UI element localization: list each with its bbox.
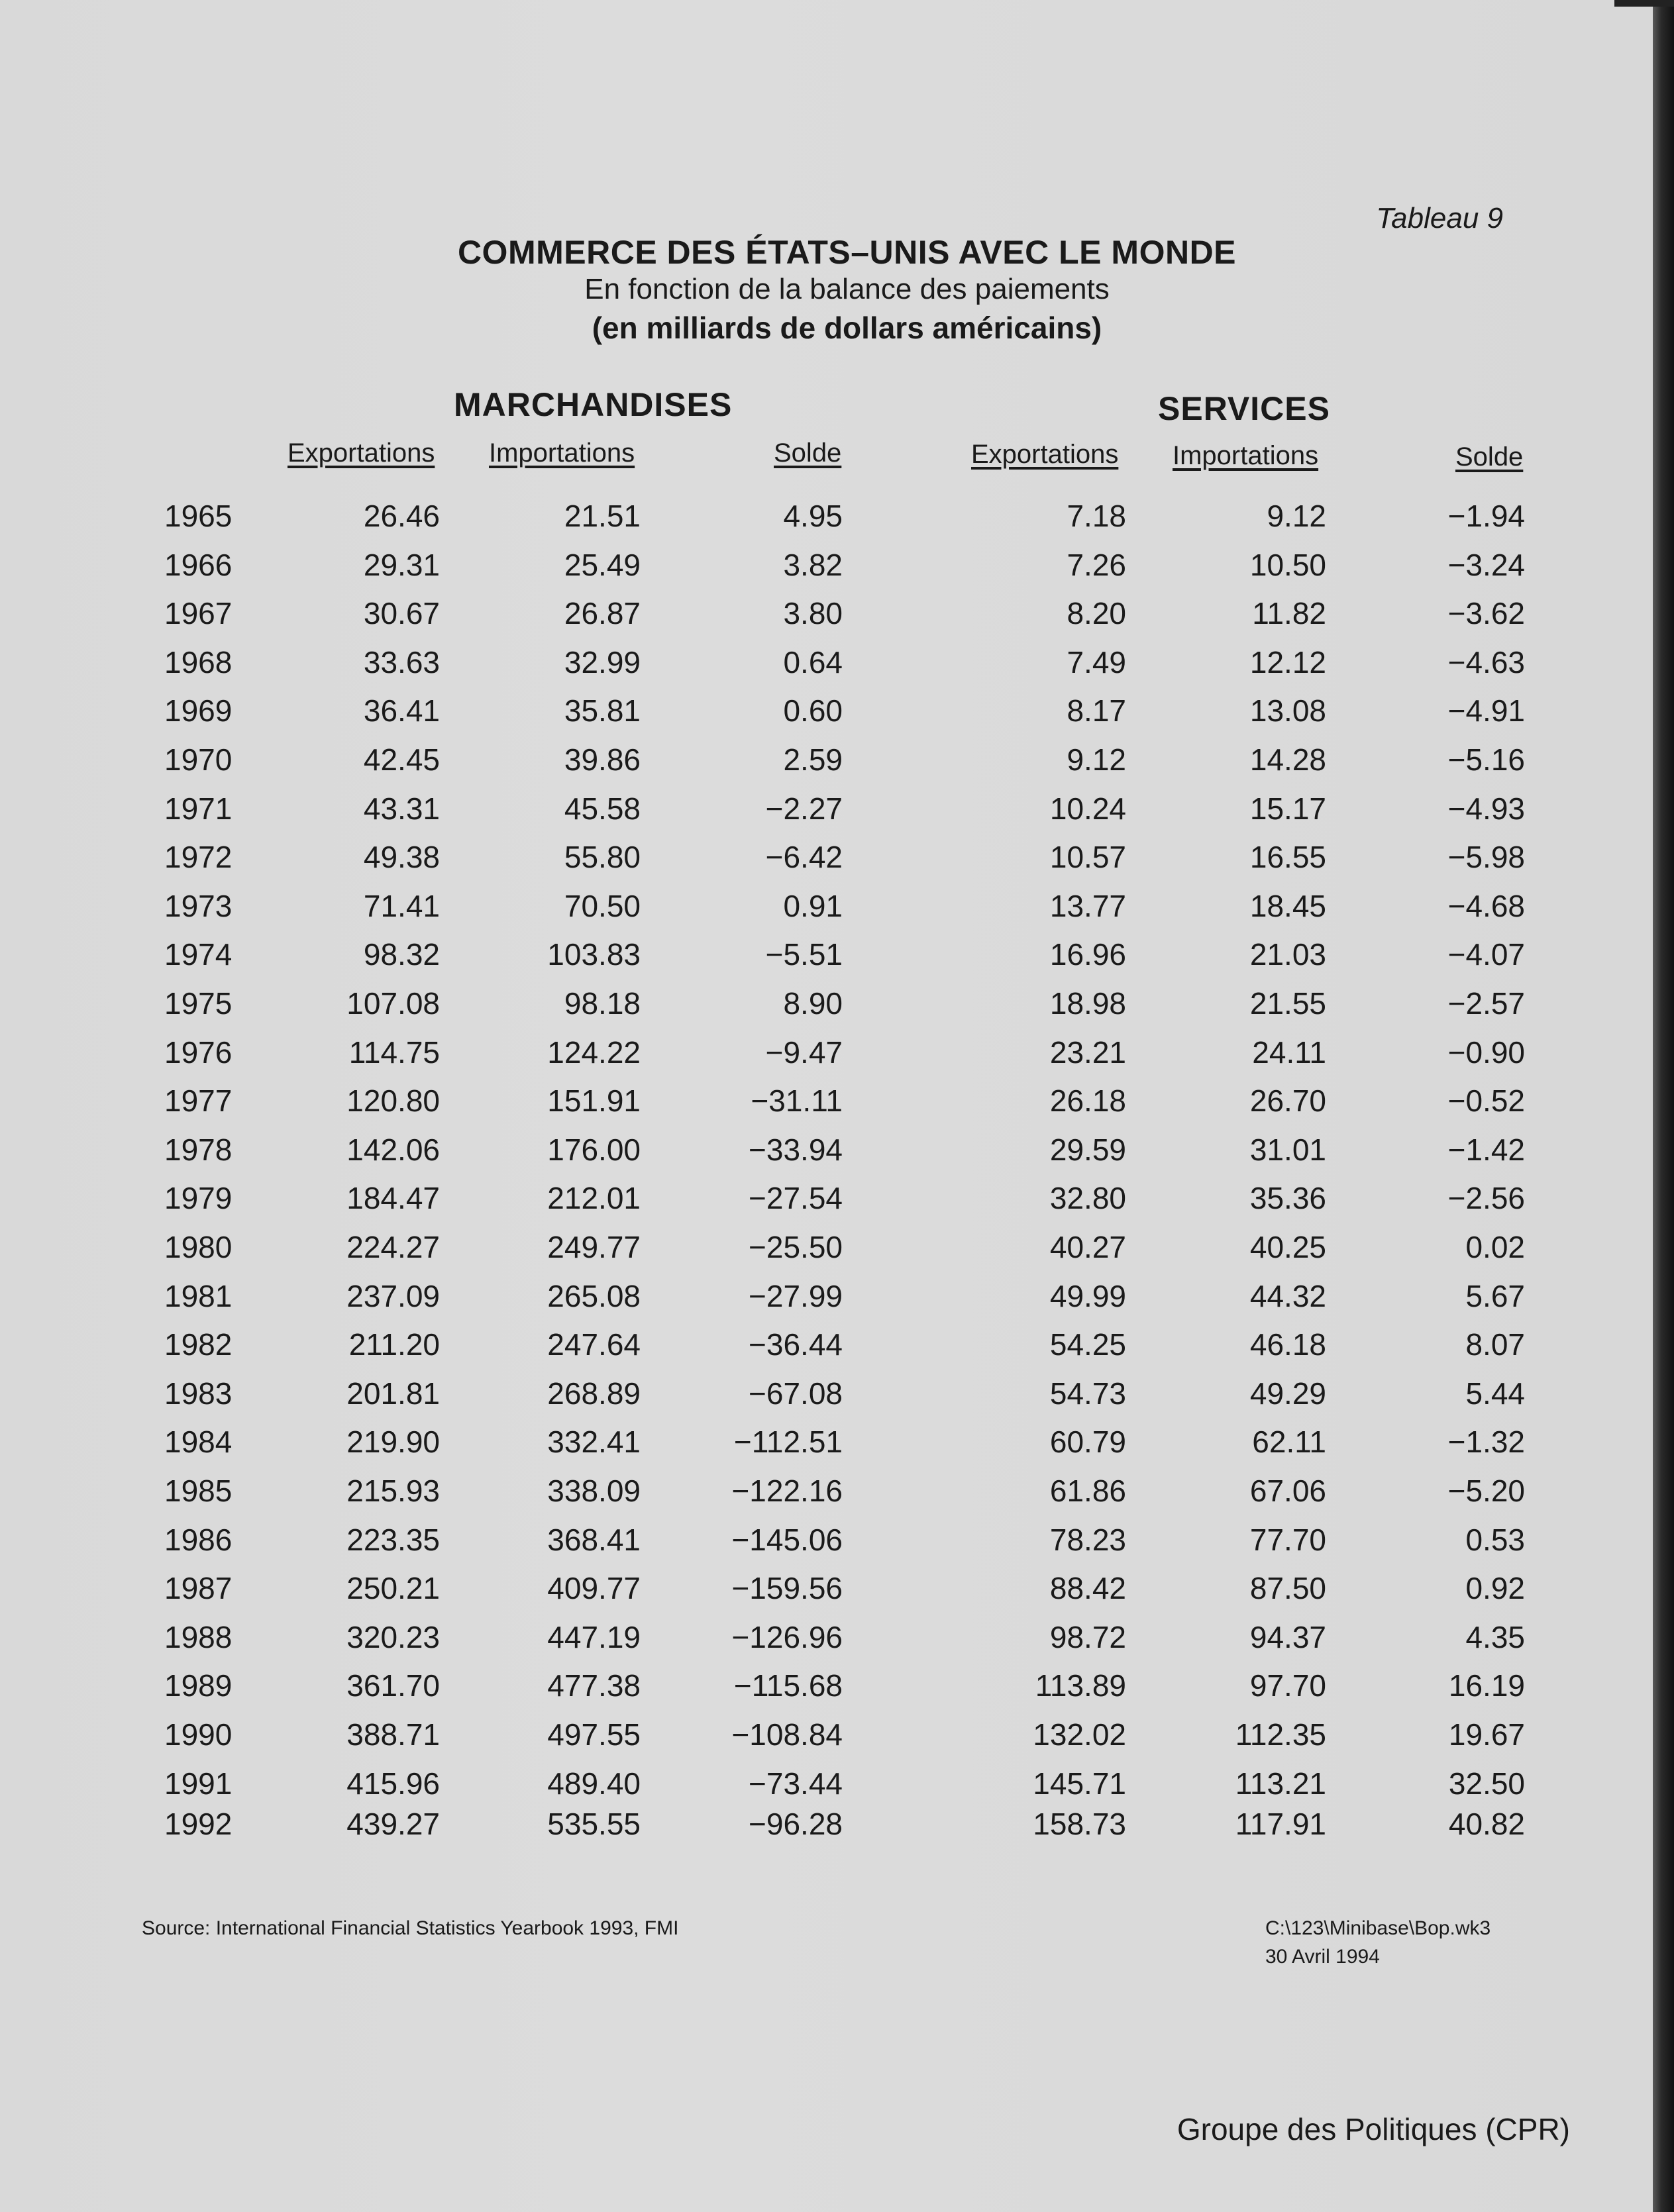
page-corner-shadow <box>1614 0 1674 7</box>
merch-balance-cell: 4.95 <box>783 499 843 533</box>
column-header-merch-imports: Importations <box>489 438 635 468</box>
merch-exports-cell: 142.06 <box>346 1132 440 1167</box>
merch-exports-cell: 184.47 <box>346 1181 440 1216</box>
serv-balance-cell: 40.82 <box>1448 1807 1525 1842</box>
serv-exports-cell: 7.18 <box>1067 499 1126 533</box>
serv-balance-cell: 0.92 <box>1465 1571 1525 1606</box>
serv-exports-cell: 8.17 <box>1067 693 1126 729</box>
serv-balance-cell: 32.50 <box>1448 1766 1525 1801</box>
merch-exports-cell: 29.31 <box>363 547 440 582</box>
serv-imports-cell: 24.11 <box>1252 1034 1326 1070</box>
serv-balance-cell: 8.07 <box>1465 1327 1525 1362</box>
serv-balance-cell: −3.24 <box>1447 547 1525 582</box>
table-row <box>0 1083 1674 1123</box>
serv-imports-cell: 35.36 <box>1249 1181 1326 1216</box>
serv-imports-cell: 31.01 <box>1249 1132 1326 1167</box>
merch-imports-cell: 247.64 <box>547 1327 641 1362</box>
serv-exports-cell: 23.21 <box>1049 1034 1126 1070</box>
merch-exports-cell: 42.45 <box>363 742 440 777</box>
merch-balance-cell: 2.59 <box>783 742 843 777</box>
serv-balance-cell: 5.44 <box>1465 1376 1525 1411</box>
serv-imports-cell: 16.55 <box>1249 840 1326 875</box>
serv-imports-cell: 15.17 <box>1249 791 1326 826</box>
merch-balance-cell: 0.64 <box>783 644 843 679</box>
merch-imports-cell: 249.77 <box>547 1230 641 1264</box>
serv-balance-cell: −4.93 <box>1447 791 1525 826</box>
serv-imports-cell: 21.03 <box>1249 937 1326 972</box>
merch-imports-cell: 332.41 <box>547 1425 641 1460</box>
serv-imports-cell: 26.70 <box>1249 1083 1326 1119</box>
merch-balance-cell: −31.11 <box>751 1083 843 1119</box>
merch-exports-cell: 26.46 <box>363 499 440 533</box>
serv-exports-cell: 88.42 <box>1049 1571 1126 1606</box>
merch-exports-cell: 415.96 <box>346 1766 440 1801</box>
serv-balance-cell: −1.32 <box>1447 1425 1525 1460</box>
merch-imports-cell: 39.86 <box>564 742 641 777</box>
table-row <box>0 1424 1674 1464</box>
group-title-merchandise: MARCHANDISES <box>454 386 733 423</box>
serv-exports-cell: 113.89 <box>1035 1668 1126 1703</box>
table-row <box>0 1132 1674 1172</box>
serv-imports-cell: 77.70 <box>1249 1522 1326 1557</box>
merch-imports-cell: 70.50 <box>564 888 641 923</box>
year-cell: 1991 <box>164 1766 233 1801</box>
serv-exports-cell: 26.18 <box>1049 1083 1126 1119</box>
merch-imports-cell: 212.01 <box>547 1181 641 1216</box>
table-row <box>0 985 1674 1025</box>
serv-imports-cell: 11.82 <box>1252 596 1326 631</box>
merch-imports-cell: 477.38 <box>547 1668 641 1703</box>
table-number: Tableau 9 <box>1376 202 1503 234</box>
serv-exports-cell: 54.73 <box>1049 1376 1126 1411</box>
year-cell: 1966 <box>164 547 233 582</box>
table-row <box>0 644 1674 684</box>
table-row <box>0 742 1674 781</box>
merch-balance-cell: −126.96 <box>731 1619 843 1654</box>
table-row <box>0 1180 1674 1220</box>
year-cell: 1983 <box>164 1376 233 1411</box>
serv-imports-cell: 46.18 <box>1249 1327 1326 1362</box>
serv-balance-cell: 4.35 <box>1465 1619 1525 1654</box>
serv-balance-cell: −1.42 <box>1447 1132 1525 1167</box>
merch-balance-cell: 0.91 <box>783 888 843 923</box>
year-cell: 1975 <box>164 986 233 1021</box>
table-row <box>0 1806 1674 1846</box>
year-cell: 1976 <box>164 1034 233 1070</box>
year-cell: 1986 <box>164 1522 233 1557</box>
table-row <box>0 693 1674 732</box>
merch-exports-cell: 98.32 <box>363 937 440 972</box>
serv-exports-cell: 32.80 <box>1049 1181 1126 1216</box>
serv-imports-cell: 117.91 <box>1235 1807 1326 1842</box>
serv-imports-cell: 67.06 <box>1249 1474 1326 1508</box>
serv-imports-cell: 113.21 <box>1235 1766 1326 1801</box>
year-cell: 1977 <box>164 1083 233 1119</box>
source-note: Source: International Financial Statistics Yearbook 1993, FMI <box>142 1917 679 1939</box>
merch-exports-cell: 49.38 <box>363 840 440 875</box>
table-row <box>0 1278 1674 1318</box>
column-header-serv-exports: Exportations <box>971 440 1119 469</box>
merch-balance-cell: −108.84 <box>731 1717 843 1752</box>
serv-exports-cell: 18.98 <box>1049 986 1126 1021</box>
table-row <box>0 936 1674 976</box>
serv-imports-cell: 62.11 <box>1252 1425 1326 1460</box>
merch-imports-cell: 535.55 <box>547 1807 641 1842</box>
year-cell: 1973 <box>164 888 233 923</box>
column-header-serv-imports: Importations <box>1173 441 1319 470</box>
serv-exports-cell: 40.27 <box>1049 1230 1126 1264</box>
table-row <box>0 839 1674 879</box>
merch-balance-cell: −159.56 <box>731 1571 843 1606</box>
merch-exports-cell: 120.80 <box>346 1083 440 1119</box>
merch-balance-cell: −5.51 <box>765 937 843 972</box>
merch-balance-cell: −96.28 <box>749 1807 843 1842</box>
merch-balance-cell: −25.50 <box>749 1230 843 1264</box>
serv-imports-cell: 97.70 <box>1249 1668 1326 1703</box>
table-row <box>0 791 1674 830</box>
year-cell: 1978 <box>164 1132 233 1167</box>
year-cell: 1979 <box>164 1181 233 1216</box>
serv-exports-cell: 145.71 <box>1033 1766 1126 1801</box>
merch-imports-cell: 21.51 <box>564 499 641 533</box>
year-cell: 1984 <box>164 1425 233 1460</box>
merch-exports-cell: 388.71 <box>346 1717 440 1752</box>
merch-exports-cell: 361.70 <box>346 1668 440 1703</box>
serv-exports-cell: 7.26 <box>1067 547 1126 582</box>
page-edge-shadow <box>1653 0 1674 2212</box>
serv-exports-cell: 9.12 <box>1067 742 1126 777</box>
merch-imports-cell: 151.91 <box>547 1083 641 1119</box>
year-cell: 1971 <box>164 791 233 826</box>
merch-imports-cell: 447.19 <box>547 1619 641 1654</box>
serv-exports-cell: 158.73 <box>1033 1807 1126 1842</box>
table-row <box>0 1717 1674 1756</box>
serv-balance-cell: 0.53 <box>1465 1522 1525 1557</box>
year-cell: 1972 <box>164 840 233 875</box>
serv-imports-cell: 18.45 <box>1249 888 1326 923</box>
serv-exports-cell: 13.77 <box>1049 888 1126 923</box>
year-cell: 1965 <box>164 499 233 533</box>
serv-imports-cell: 112.35 <box>1235 1717 1326 1752</box>
serv-imports-cell: 14.28 <box>1249 742 1326 777</box>
serv-exports-cell: 7.49 <box>1067 644 1126 679</box>
table-row <box>0 1668 1674 1707</box>
year-cell: 1969 <box>164 693 233 729</box>
merch-imports-cell: 98.18 <box>564 986 641 1021</box>
footer-organization: Groupe des Politiques (CPR) <box>1177 2112 1570 2146</box>
merch-imports-cell: 35.81 <box>564 693 641 729</box>
merch-balance-cell: 8.90 <box>783 986 843 1021</box>
column-header-merch-balance: Solde <box>774 438 842 468</box>
merch-imports-cell: 368.41 <box>547 1522 641 1557</box>
serv-exports-cell: 132.02 <box>1033 1717 1126 1752</box>
merch-imports-cell: 32.99 <box>564 644 641 679</box>
table-row <box>0 1766 1674 1805</box>
serv-exports-cell: 54.25 <box>1049 1327 1126 1362</box>
merch-exports-cell: 114.75 <box>348 1034 440 1070</box>
table-row <box>0 595 1674 635</box>
serv-balance-cell: −0.90 <box>1447 1034 1525 1070</box>
group-title-services: SERVICES <box>1158 390 1330 427</box>
serv-imports-cell: 40.25 <box>1249 1230 1326 1264</box>
year-cell: 1974 <box>164 937 233 972</box>
year-cell: 1968 <box>164 644 233 679</box>
serv-balance-cell: −5.16 <box>1447 742 1525 777</box>
serv-balance-cell: −4.63 <box>1447 644 1525 679</box>
column-header-serv-balance: Solde <box>1455 442 1524 472</box>
serv-balance-cell: 19.67 <box>1448 1717 1525 1752</box>
year-cell: 1985 <box>164 1474 233 1508</box>
merch-balance-cell: −9.47 <box>765 1034 843 1070</box>
merch-balance-cell: −112.51 <box>733 1425 843 1460</box>
merch-imports-cell: 176.00 <box>547 1132 641 1167</box>
serv-balance-cell: 5.67 <box>1465 1278 1525 1313</box>
year-cell: 1980 <box>164 1230 233 1264</box>
merch-exports-cell: 43.31 <box>363 791 440 826</box>
merch-balance-cell: −115.68 <box>733 1668 843 1703</box>
merch-imports-cell: 497.55 <box>547 1717 641 1752</box>
merch-balance-cell: −33.94 <box>749 1132 843 1167</box>
serv-exports-cell: 10.57 <box>1049 840 1126 875</box>
table-row <box>0 1376 1674 1415</box>
merch-exports-cell: 215.93 <box>346 1474 440 1508</box>
merch-balance-cell: −73.44 <box>749 1766 843 1801</box>
table-row <box>0 498 1674 538</box>
table-subtitle: En fonction de la balance des paiements <box>584 273 1110 305</box>
serv-balance-cell: −2.56 <box>1447 1181 1525 1216</box>
merch-imports-cell: 489.40 <box>547 1766 641 1801</box>
serv-balance-cell: −2.57 <box>1447 986 1525 1021</box>
serv-imports-cell: 87.50 <box>1249 1571 1326 1606</box>
merch-exports-cell: 107.08 <box>346 986 440 1021</box>
serv-imports-cell: 9.12 <box>1267 499 1326 533</box>
merch-imports-cell: 45.58 <box>564 791 641 826</box>
merch-balance-cell: 0.60 <box>783 693 843 729</box>
year-cell: 1992 <box>164 1807 233 1842</box>
serv-exports-cell: 10.24 <box>1049 791 1126 826</box>
serv-balance-cell: −5.20 <box>1447 1474 1525 1508</box>
serv-exports-cell: 60.79 <box>1049 1425 1126 1460</box>
merch-balance-cell: −6.42 <box>765 840 843 875</box>
merch-exports-cell: 201.81 <box>346 1376 440 1411</box>
table-row <box>0 1619 1674 1659</box>
serv-balance-cell: 16.19 <box>1448 1668 1525 1703</box>
merch-exports-cell: 30.67 <box>363 596 440 631</box>
serv-exports-cell: 98.72 <box>1049 1619 1126 1654</box>
merch-imports-cell: 25.49 <box>564 547 641 582</box>
table-row <box>0 1327 1674 1366</box>
merch-exports-cell: 237.09 <box>346 1278 440 1313</box>
merch-imports-cell: 55.80 <box>564 840 641 875</box>
merch-imports-cell: 265.08 <box>547 1278 641 1313</box>
serv-balance-cell: −4.68 <box>1447 888 1525 923</box>
merch-exports-cell: 219.90 <box>346 1425 440 1460</box>
serv-imports-cell: 10.50 <box>1249 547 1326 582</box>
merch-balance-cell: −67.08 <box>749 1376 843 1411</box>
year-cell: 1981 <box>164 1278 233 1313</box>
merch-balance-cell: 3.80 <box>783 596 843 631</box>
year-cell: 1987 <box>164 1571 233 1606</box>
serv-balance-cell: −4.07 <box>1447 937 1525 972</box>
merch-imports-cell: 338.09 <box>547 1474 641 1508</box>
serv-imports-cell: 12.12 <box>1249 644 1326 679</box>
table-row <box>0 1570 1674 1610</box>
serv-exports-cell: 61.86 <box>1049 1474 1126 1508</box>
merch-imports-cell: 409.77 <box>547 1571 641 1606</box>
merch-balance-cell: −2.27 <box>765 791 843 826</box>
file-date: 30 Avril 1994 <box>1265 1946 1380 1968</box>
merch-balance-cell: −145.06 <box>731 1522 843 1557</box>
merch-exports-cell: 223.35 <box>346 1522 440 1557</box>
serv-exports-cell: 8.20 <box>1067 596 1126 631</box>
merch-imports-cell: 103.83 <box>547 937 641 972</box>
table-row <box>0 1522 1674 1562</box>
year-cell: 1967 <box>164 596 233 631</box>
serv-balance-cell: 0.02 <box>1465 1230 1525 1264</box>
merch-exports-cell: 320.23 <box>346 1619 440 1654</box>
merch-exports-cell: 33.63 <box>363 644 440 679</box>
year-cell: 1970 <box>164 742 233 777</box>
units-note: (en milliards de dollars américains) <box>592 311 1102 345</box>
merch-balance-cell: −122.16 <box>731 1474 843 1508</box>
file-path: C:\123\Minibase\Bop.wk3 <box>1265 1917 1491 1939</box>
merch-balance-cell: −27.54 <box>749 1181 843 1216</box>
serv-imports-cell: 21.55 <box>1249 986 1326 1021</box>
merch-exports-cell: 250.21 <box>346 1571 440 1606</box>
merch-exports-cell: 439.27 <box>346 1807 440 1842</box>
serv-balance-cell: −1.94 <box>1447 499 1525 533</box>
table-row <box>0 547 1674 587</box>
merch-balance-cell: −36.44 <box>749 1327 843 1362</box>
table-title: COMMERCE DES ÉTATS–UNIS AVEC LE MONDE <box>457 234 1237 271</box>
merch-exports-cell: 211.20 <box>348 1327 440 1362</box>
serv-balance-cell: −4.91 <box>1447 693 1525 729</box>
serv-exports-cell: 16.96 <box>1049 937 1126 972</box>
table-row <box>0 1229 1674 1269</box>
serv-imports-cell: 13.08 <box>1249 693 1326 729</box>
merch-imports-cell: 124.22 <box>547 1034 641 1070</box>
table-row <box>0 1473 1674 1513</box>
serv-balance-cell: −5.98 <box>1447 840 1525 875</box>
merch-exports-cell: 71.41 <box>363 888 440 923</box>
serv-exports-cell: 49.99 <box>1049 1278 1126 1313</box>
merch-exports-cell: 36.41 <box>363 693 440 729</box>
serv-exports-cell: 78.23 <box>1049 1522 1126 1557</box>
year-cell: 1990 <box>164 1717 233 1752</box>
year-cell: 1982 <box>164 1327 233 1362</box>
merch-imports-cell: 268.89 <box>547 1376 641 1411</box>
merch-imports-cell: 26.87 <box>564 596 641 631</box>
year-cell: 1988 <box>164 1619 233 1654</box>
serv-balance-cell: −0.52 <box>1447 1083 1525 1119</box>
serv-imports-cell: 49.29 <box>1249 1376 1326 1411</box>
table-row <box>0 888 1674 928</box>
serv-imports-cell: 94.37 <box>1249 1619 1326 1654</box>
serv-exports-cell: 29.59 <box>1049 1132 1126 1167</box>
serv-imports-cell: 44.32 <box>1249 1278 1326 1313</box>
column-header-merch-exports: Exportations <box>288 438 435 468</box>
merch-exports-cell: 224.27 <box>346 1230 440 1264</box>
year-cell: 1989 <box>164 1668 233 1703</box>
table-row <box>0 1034 1674 1074</box>
merch-balance-cell: −27.99 <box>749 1278 843 1313</box>
merch-balance-cell: 3.82 <box>783 547 843 582</box>
serv-balance-cell: −3.62 <box>1447 596 1525 631</box>
